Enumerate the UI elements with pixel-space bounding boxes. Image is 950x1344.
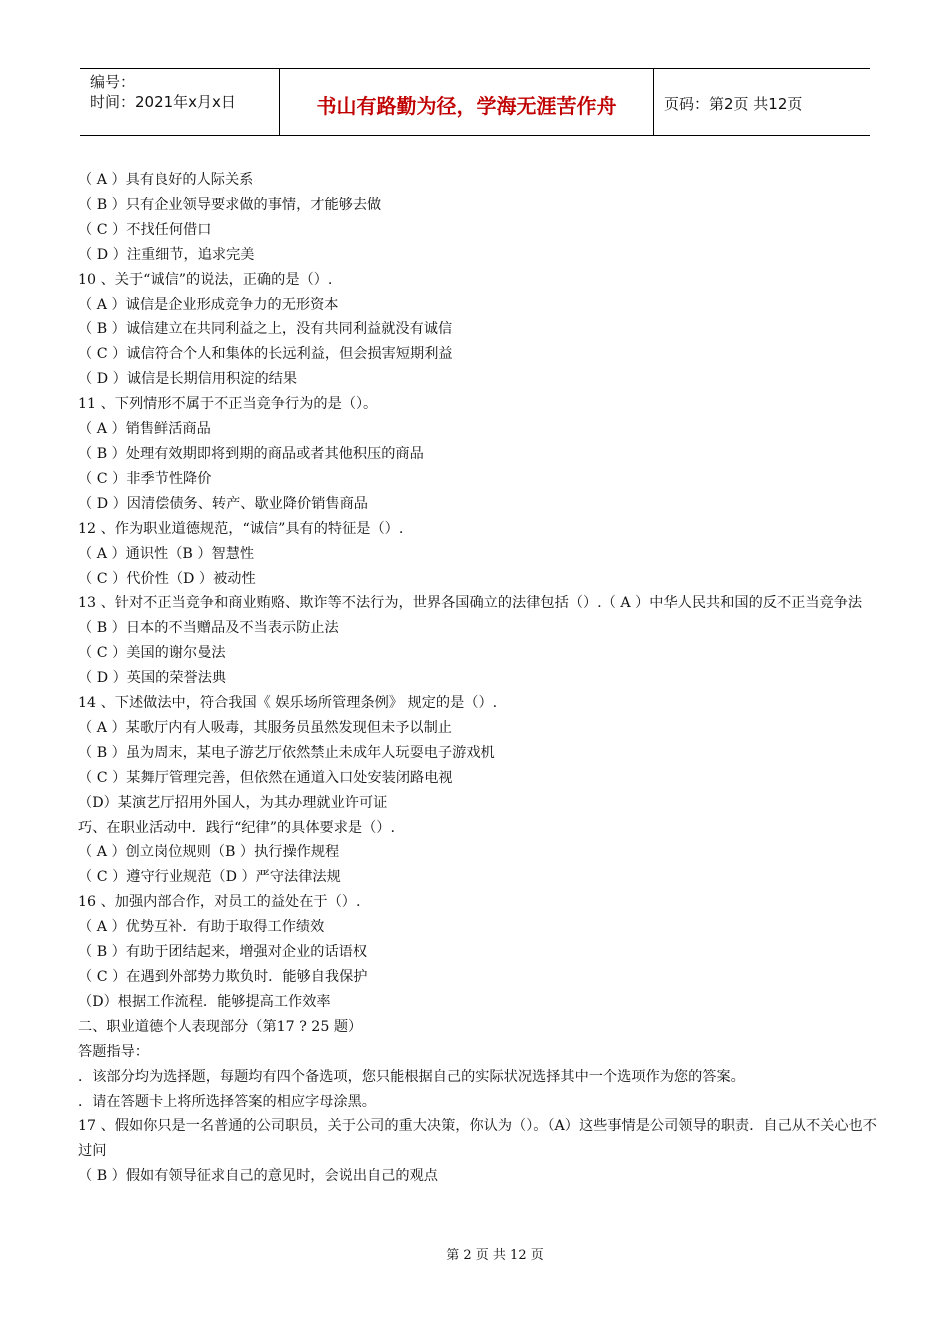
question-line: 12 、作为职业道德规范，“诚信”具有的特征是（）. xyxy=(78,520,404,537)
instruction-heading: 答题指导： xyxy=(78,1043,149,1060)
document-body xyxy=(78,168,878,1189)
text-line: （ B ）假如有领导征求自己的意见时，会说出自己的观点 xyxy=(78,1168,438,1185)
text-line: （ A ）创立岗位规则（B ）执行操作规程 xyxy=(78,844,340,861)
text-line: （ D ）英国的荣誉法典 xyxy=(78,670,227,687)
text-line: （ C ）代价性（D ）被动性 xyxy=(78,570,256,587)
page-footer: 第 2 页 共 12 页 xyxy=(446,1248,544,1263)
text-line: （ C ）遵守行业规范（D ）严守法律法规 xyxy=(78,869,341,886)
text-line: （ A ）销售鲜活商品 xyxy=(78,421,211,438)
question-line: 17 、假如你只是一名普通的公司职员，关于公司的重大决策，你认为（）。（A）这些事情是公司领导的职责．自己从不关心也不过问 xyxy=(78,1118,877,1160)
text-line: （D）某演艺厅招用外国人，为其办理就业许可证 xyxy=(78,794,388,811)
text-line: （ C ）在遇到外部势力欺负时．能够自我保护 xyxy=(78,969,368,985)
text-line: （ B ）诚信建立在共同利益之上，没有共同利益就没有诚信 xyxy=(78,321,453,338)
text-line: （ A ）诚信是企业形成竞争力的无形资本 xyxy=(78,296,339,313)
section-heading: 二、职业道德个人表现部分（第17 ? 25 题） xyxy=(78,1018,363,1035)
question-line: 16 、加强内部合作，对员工的益处在于（）. xyxy=(78,894,361,911)
text-line: （ A ）优势互补．有助于取得工作绩效 xyxy=(78,919,325,936)
text-line: （ C ）不找任何借口 xyxy=(78,221,212,238)
question-line: 14 、下述做法中，符合我国《 娱乐场所管理条例》 规定的是（）. xyxy=(78,695,498,712)
question-line: 11 、下列情形不属于不正当竞争行为的是（）。 xyxy=(78,396,378,413)
question-line: 10 、关于“诚信”的说法，正确的是（）. xyxy=(78,271,333,288)
text-line: （D）根据工作流程．能够提高工作效率 xyxy=(78,993,331,1010)
instruction-line: ．该部分均为选择题，每题均有四个备选项，您只能根据自己的实际状况选择其中一个选项作为您的答案。 xyxy=(78,1068,745,1085)
page-header xyxy=(80,68,870,136)
question-line: 巧、在职业活动中．践行“纪律”的具体要求是（）. xyxy=(78,819,395,836)
text-line: （ D ）诚信是长期信用积淀的结果 xyxy=(78,371,298,388)
text-line: （ C ）美国的谢尔曼法 xyxy=(78,645,226,662)
text-line: （ C ）某舞厅管理完善，但依然在通道入口处安装闭路电视 xyxy=(78,769,453,786)
page-label: 页码：第2页 共12页 xyxy=(664,94,803,113)
text-line: （ B ）日本的不当赠品及不当表示防止法 xyxy=(78,620,339,637)
text-line: （ B ）有助于团结起来，增强对企业的话语权 xyxy=(78,944,368,961)
text-line: （ A ）通识性（B ）智慧性 xyxy=(78,545,255,562)
motto-text: 书山有路勤为径，学海无涯苦作舟 xyxy=(316,93,617,118)
question-line: 13 、针对不正当竞争和商业贿赂、欺诈等不法行为，世界各国确立的法律包括（）.（ A ）中华人民共和国的反不正当竞争法 xyxy=(78,595,863,612)
header-meta xyxy=(80,69,280,135)
header-motto xyxy=(280,69,654,135)
serial-label: 编号： xyxy=(90,73,136,91)
text-line: （ B ）只有企业领导要求做的事情，才能够去做 xyxy=(78,196,382,213)
header-page-info xyxy=(654,69,870,135)
time-label: 时间：2021年x月x日 xyxy=(90,93,236,111)
text-line: （ D ）因清偿债务、转产、歇业降价销售商品 xyxy=(78,495,368,512)
instruction-line: ．请在答题卡上将所选择答案的相应字母涂黑。 xyxy=(78,1093,376,1110)
text-line: （ C ）非季节性降价 xyxy=(78,470,212,487)
text-line: （ D ）注重细节，追求完美 xyxy=(78,246,255,263)
text-line: （ B ）处理有效期即将到期的商品或者其他积压的商品 xyxy=(78,445,424,462)
text-line: （ C ）诚信符合个人和集体的长远利益，但会损害短期利益 xyxy=(78,346,453,363)
text-line: （ B ）虽为周末，某电子游艺厅依然禁止未成年人玩耍电子游戏机 xyxy=(78,744,495,761)
text-line: （ A ）某歌厅内有人吸毒，其服务员虽然发现但未予以制止 xyxy=(78,719,452,736)
text-line: （ A ）具有良好的人际关系 xyxy=(78,172,254,188)
